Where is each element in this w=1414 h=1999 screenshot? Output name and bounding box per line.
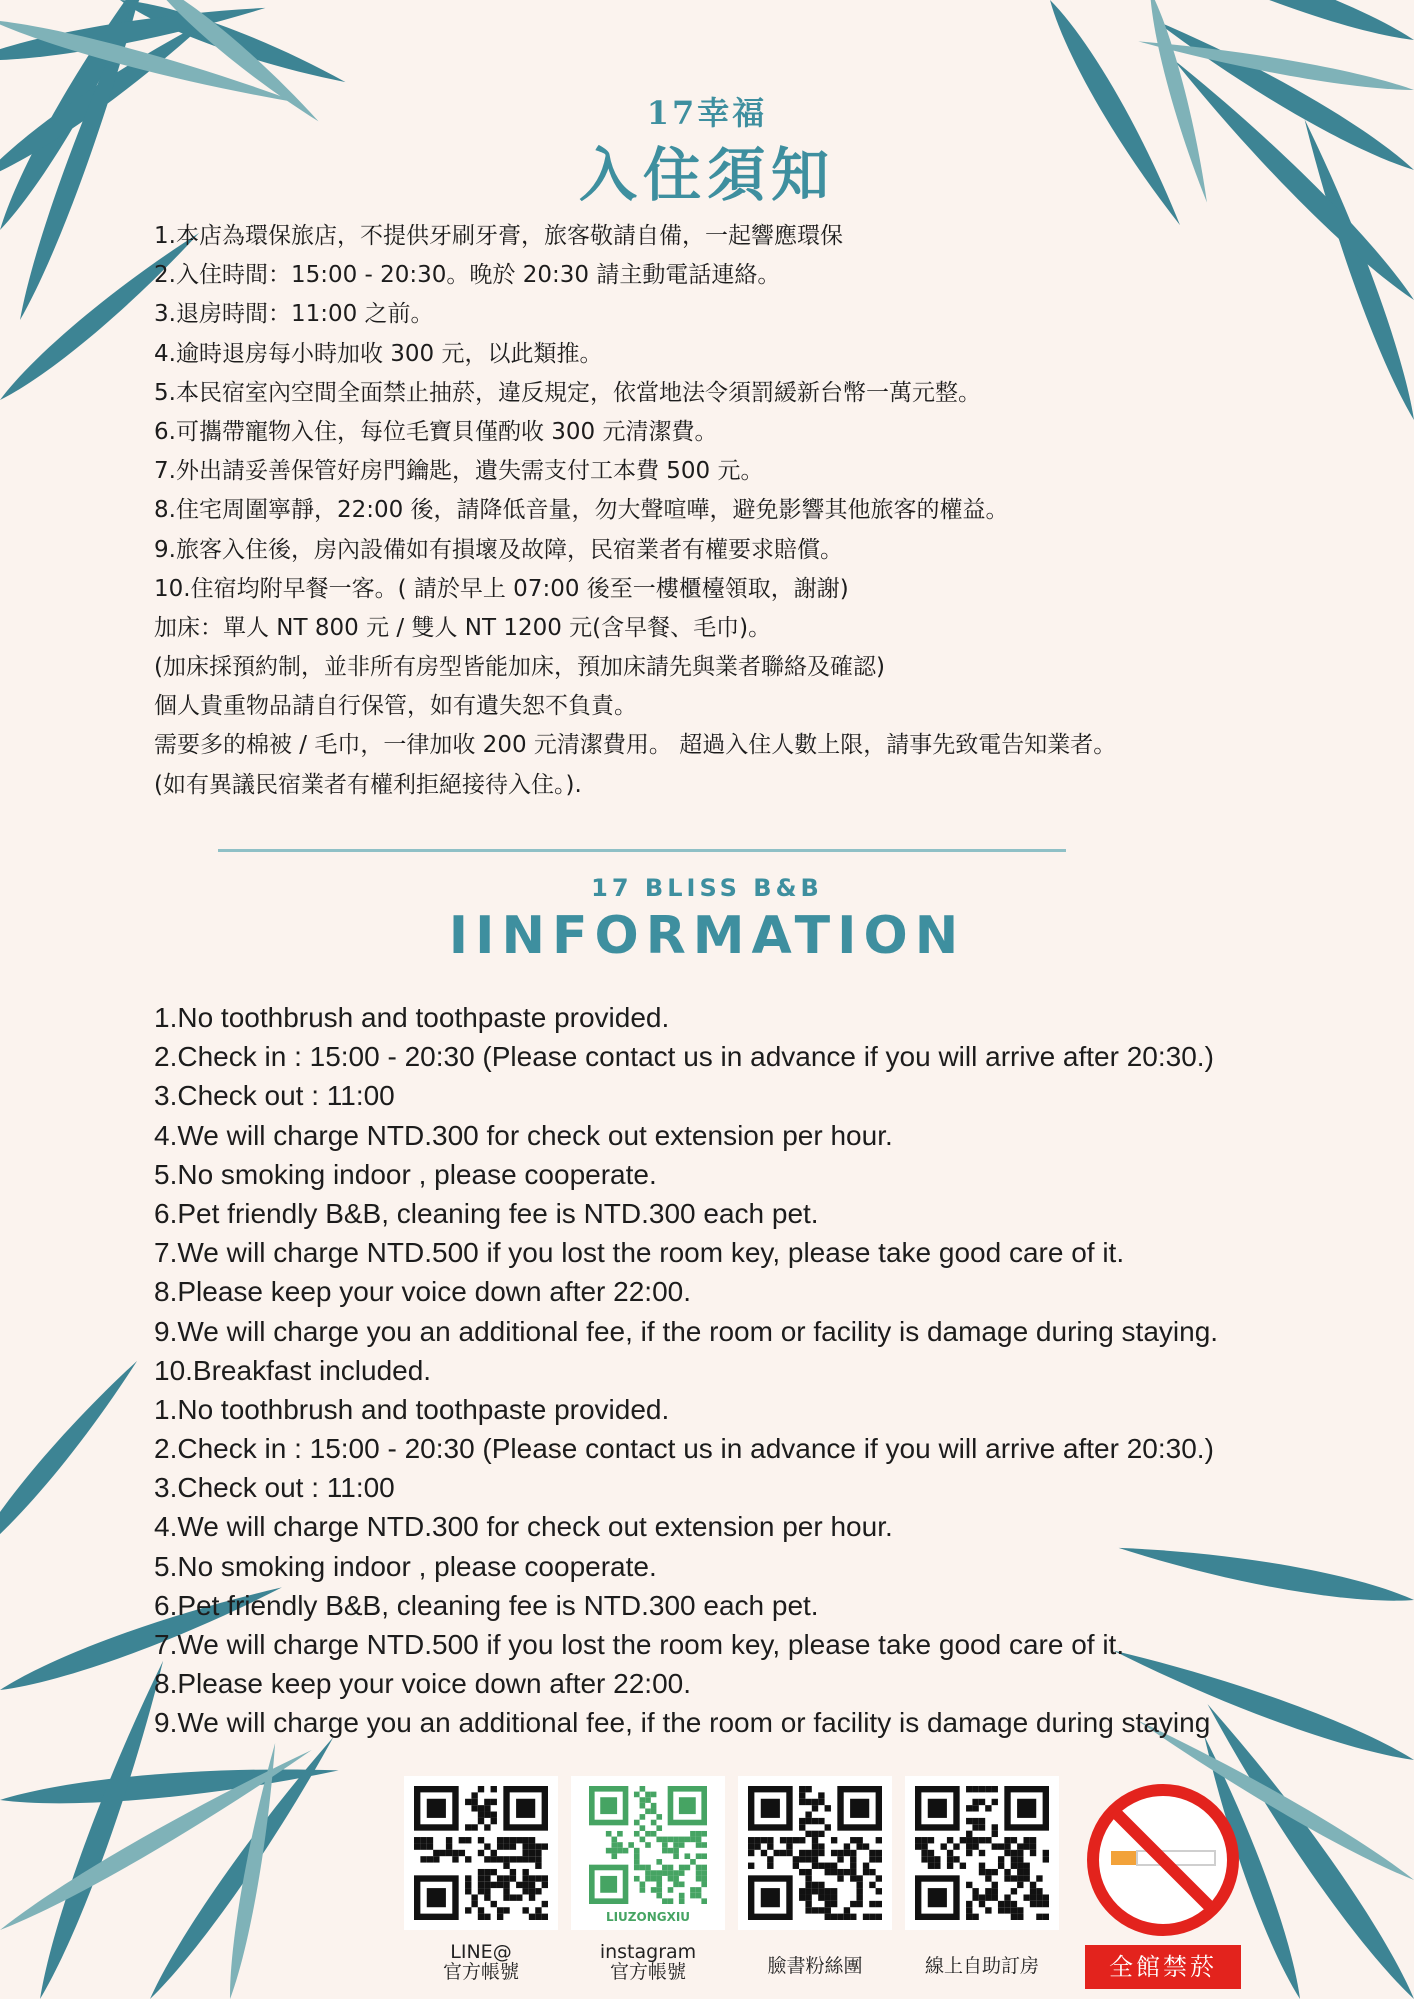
zh-subtitle: 17幸福 bbox=[646, 94, 768, 132]
zh-title: 入住須知 bbox=[578, 141, 835, 209]
zh-rule: 5.本民宿室內空間全面禁止抽菸，違反規定，依當地法令須罰緩新台幣一萬元整。 bbox=[154, 379, 981, 406]
en-rule: 6.Pet friendly B&B, cleaning fee is NTD.300 each pet. bbox=[154, 1589, 819, 1621]
en-rule: 4.We will charge NTD.300 for check out extension per hour. bbox=[154, 1511, 893, 1543]
en-rule: 3.Check out : 11:00 bbox=[154, 1080, 395, 1112]
section-divider bbox=[218, 849, 1066, 852]
en-rule: 3.Check out : 11:00 bbox=[154, 1472, 395, 1504]
en-rule: 4.We will charge NTD.300 for check out extension per hour. bbox=[154, 1119, 893, 1151]
qr-code-icon bbox=[414, 1786, 548, 1920]
booking-qr-code[interactable] bbox=[905, 1776, 1059, 1930]
en-rule: 9.We will charge you an additional fee, if the room or facility is damage during staying bbox=[154, 1707, 1211, 1739]
zh-rule: 10.住宿均附早餐一客。( 請於早上 07:00 後至一樓櫃檯領取，謝謝) bbox=[154, 575, 849, 602]
no-smoking-label: 全館禁菸 bbox=[1085, 1945, 1241, 1989]
en-rule: 8.Please keep your voice down after 22:00. bbox=[154, 1276, 692, 1308]
zh-rule: 7.外出請妥善保管好房門鑰匙，遺失需支付工本費 500 元。 bbox=[154, 458, 764, 485]
facebook-qr-code[interactable] bbox=[738, 1776, 892, 1930]
qr-code-icon bbox=[581, 1786, 715, 1904]
en-rule: 5.No smoking indoor , please cooperate. bbox=[154, 1550, 657, 1582]
en-rule: 5.No smoking indoor , please cooperate. bbox=[154, 1158, 657, 1190]
no-smoking-icon bbox=[1085, 1783, 1241, 1937]
en-rules-list bbox=[154, 998, 1218, 1743]
en-rule: 2.Check in : 15:00 - 20:30 (Please contact us in advance if you will arrive after 20:30.) bbox=[154, 1041, 1214, 1073]
line-qr-code[interactable] bbox=[404, 1776, 558, 1930]
qr-label bbox=[571, 1942, 725, 1982]
qr-card-instagram[interactable] bbox=[571, 1776, 725, 1982]
zh-rule: 9.旅客入住後，房內設備如有損壞及故障，民宿業者有權要求賠償。 bbox=[154, 536, 843, 563]
en-rule: 1.No toothbrush and toothpaste provided. bbox=[154, 1002, 670, 1033]
qr-card-booking[interactable] bbox=[905, 1776, 1059, 1976]
en-rule: 10.Breakfast included. bbox=[154, 1354, 432, 1386]
qr-label bbox=[905, 1956, 1059, 1976]
zh-rule: 6.可攜帶寵物入住，每位毛寶貝僅酌收 300 元清潔費。 bbox=[154, 418, 718, 445]
zh-rule: 加床：單人 NT 800 元 / 雙人 NT 1200 元(含早餐、毛巾)。 bbox=[154, 614, 772, 641]
zh-rule: (如有異議民宿業者有權利拒絕接待入住。). bbox=[154, 771, 582, 798]
qr-label-line1: LINE@ bbox=[450, 1941, 512, 1963]
qr-code-icon bbox=[915, 1786, 1049, 1920]
en-title: IINFORMATION bbox=[448, 906, 966, 966]
en-subtitle: 17 BLISS B&B bbox=[591, 874, 823, 902]
instagram-qr-code[interactable] bbox=[571, 1776, 725, 1930]
zh-rule: 8.住宅周圍寧靜，22:00 後，請降低音量，勿大聲喧嘩，避免影響其他旅客的權益。 bbox=[154, 497, 1009, 524]
qr-label-line1: 線上自助訂房 bbox=[924, 1955, 1039, 1977]
en-rule: 9.We will charge you an additional fee, if the room or facility is damage during staying. bbox=[154, 1315, 1219, 1347]
no-smoking-sign bbox=[1085, 1783, 1241, 1989]
zh-rules-list bbox=[154, 217, 1116, 805]
instagram-handle: LIUZONGXIU bbox=[605, 1910, 691, 1924]
en-rule: 8.Please keep your voice down after 22:00. bbox=[154, 1668, 692, 1700]
en-rule: 1.No toothbrush and toothpaste provided. bbox=[154, 1393, 670, 1425]
zh-rule: 4.逾時退房每小時加收 300 元，以此類推。 bbox=[154, 340, 603, 367]
zh-rule: 2.入住時間：15:00 - 20:30。晚於 20:30 請主動電話連絡。 bbox=[154, 262, 781, 289]
qr-label bbox=[404, 1942, 558, 1982]
zh-rule: 個人貴重物品請自行保管，如有遺失恕不負責。 bbox=[154, 693, 637, 720]
qr-code-icon bbox=[748, 1786, 882, 1920]
qr-label-line2: 官方帳號 bbox=[609, 1961, 686, 1983]
zh-rule: 3.退房時間：11:00 之前。 bbox=[154, 301, 434, 328]
en-rule: 7.We will charge NTD.500 if you lost the room key, please take good care of it. bbox=[154, 1237, 1125, 1269]
qr-card-line[interactable] bbox=[404, 1776, 558, 1982]
qr-label-line1: 臉書粉絲團 bbox=[767, 1955, 863, 1977]
zh-rule: 1.本店為環保旅店，不提供牙刷牙膏，旅客敬請自備，一起響應環保 bbox=[154, 223, 843, 249]
en-rule: 6.Pet friendly B&B, cleaning fee is NTD.300 each pet. bbox=[154, 1197, 819, 1229]
qr-card-facebook[interactable] bbox=[738, 1776, 892, 1976]
en-rule: 2.Check in : 15:00 - 20:30 (Please contact us in advance if you will arrive after 20:30.) bbox=[154, 1433, 1214, 1465]
qr-label-line1: instagram bbox=[599, 1941, 697, 1963]
qr-label bbox=[738, 1956, 892, 1976]
zh-rule: 需要多的棉被 / 毛巾，一律加收 200 元清潔費用。 超過入住人數上限，請事先致電告知業者。 bbox=[154, 732, 1117, 759]
qr-label-line2: 官方帳號 bbox=[442, 1961, 519, 1983]
zh-rule: (加床採預約制，並非所有房型皆能加床，預加床請先與業者聯絡及確認) bbox=[154, 654, 885, 681]
en-rule: 7.We will charge NTD.500 if you lost the room key, please take good care of it. bbox=[154, 1629, 1125, 1660]
